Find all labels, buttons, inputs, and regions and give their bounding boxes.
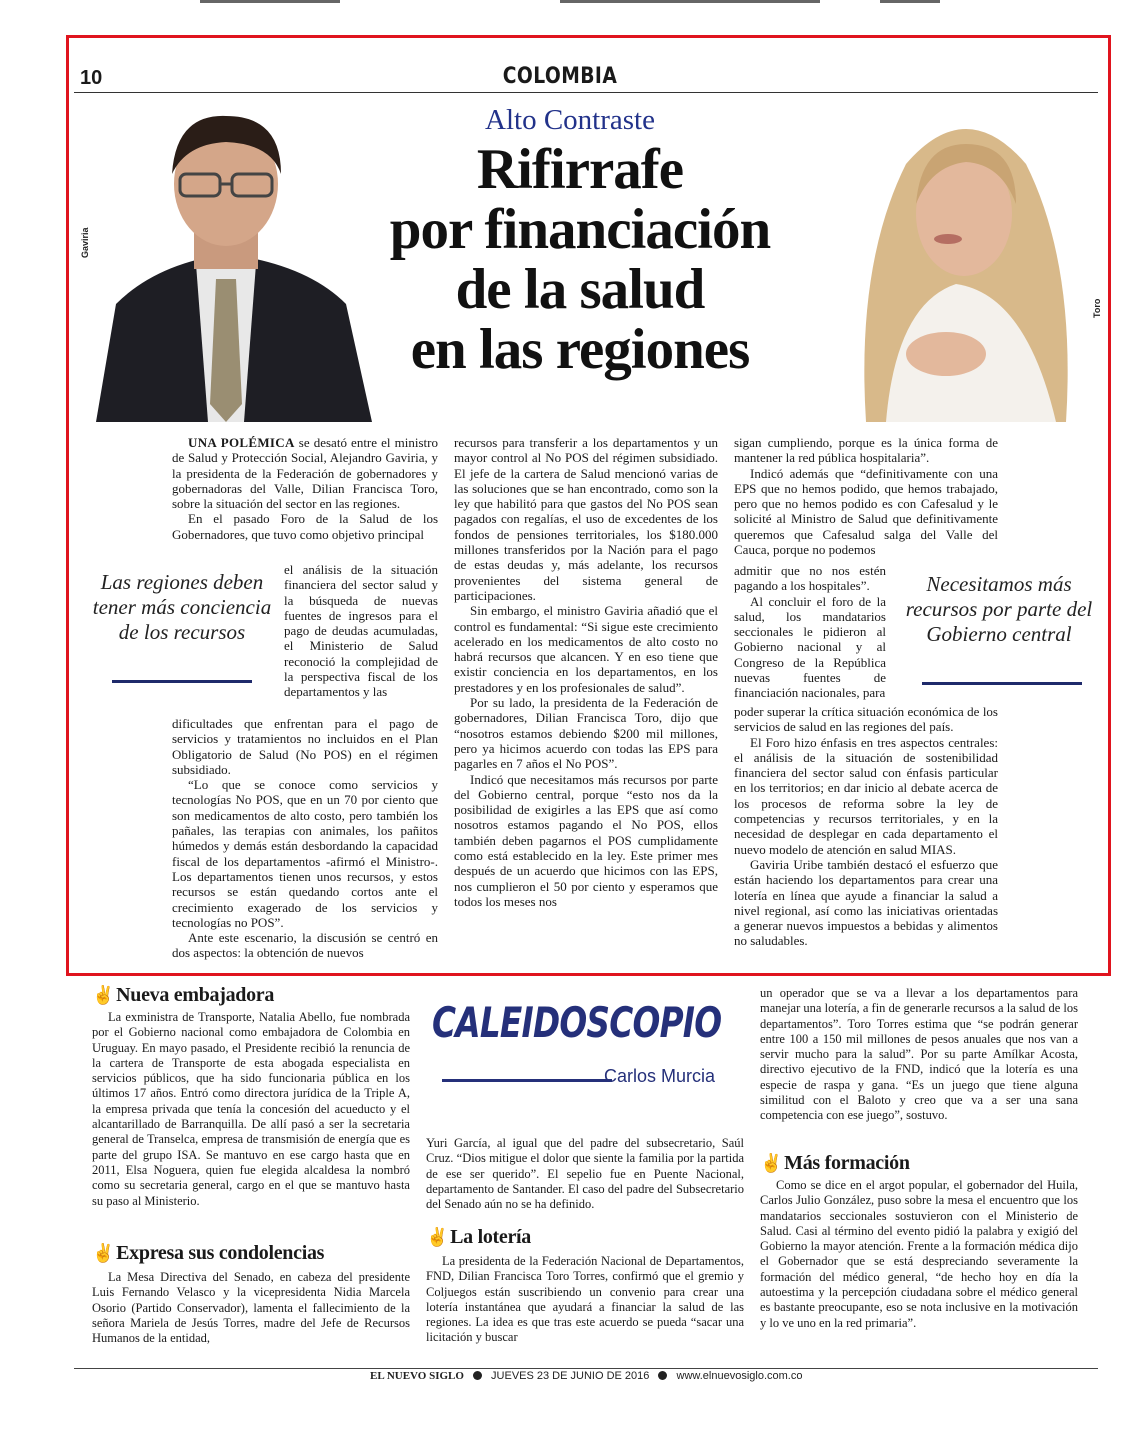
paragraph: Como se dice en el argot popular, el gobernador del Huila, Carlos Julio González, puso sobre la mesa el encuentro que los mandatarios seccionales sostuvieron con el Ministerio de Salud. Casi al término del evento pidió la palabra y exigió del Gobierno la mayor atención. Frente a la formación médica dijo el Gobernador que se está despreciando severamente la formación del médico general, “de hecho hoy en día la autoestima y la percepción ciudadana sobre el médico general es bastante preocupante, eso se nota inclusive en la motivación y lo ve uno en la red primaria”. [760, 1178, 1078, 1330]
headline-line: Rifirrafe [476, 138, 684, 201]
subhead-text: La lotería [450, 1226, 531, 1248]
paragraph: recursos para transferir a los departamentos y un mayor control al No POS del régimen subsidiado. El jefe de la cartera de Salud mencionó varias de las soluciones que se han encontrado, como son la ley que habilitó para que gastos del No POS sean pagados con regalías, el uso de excedentes de los fondos de pensiones territoriales, los $180.000 millones transferidos por la Nación para el pago de estas deudas y, más adelante, los recursos provenientes del sistema general de participaciones. [454, 435, 718, 603]
paragraph: Gaviria Uribe también destacó el esfuerzo que están haciendo los departamentos para crear una lotería en línea que ayude a financiar la salud a nivel regional, así como las iniciativas orientadas a generar nuevos impuestos a bebidas y alimentos no saludables. [734, 856, 998, 949]
pullquote-rule [112, 680, 252, 683]
page-footer [370, 1370, 870, 1382]
paragraph: En el pasado Foro de la Salud de los Gobernadores, que tuvo como objetivo principal [172, 511, 438, 542]
subhead-text: Nueva embajadora [116, 984, 275, 1006]
pointing-hand-icon: ✌ [426, 1227, 449, 1247]
lead-in: UNA POLÉMICA [188, 435, 295, 450]
paragraph: “Lo que se conoce como servicios y tecnologías No POS, que en un 70 por ciento que son medicamentos de alto costo, pero también los pañales, las terapias con animales, los pañitos húmedos y demás están desbordando la capacidad fiscal de los departamentos -afirmó el Ministro-. Los departamentos tienen unos recursos, y estos recursos se están quedando cortos ante el crecimiento exagerado de los servicios y tecnologías no POS”. [172, 777, 438, 930]
headline-line: de la salud [455, 258, 705, 321]
article-column-2 [454, 435, 718, 909]
pullquote-left: Las regiones deben tener más conciencia de los recursos [92, 570, 272, 644]
footer-url: www.elnuevosiglo.com.co [676, 1370, 803, 1382]
paragraph: Sin embargo, el ministro Gaviria añadió que el control es fundamental: “Si sigue este crecimiento acelerado en los medicamentos de alto costo no habrá recursos que alcancen. Y en eso tiene que existir conciencia en los departamentos, en los prestadores y en los profesionales de salud”. [454, 603, 718, 695]
article-column-1-wrap [284, 562, 438, 700]
subhead-text: Expresa sus condolencias [116, 1242, 325, 1264]
paragraph: Por su lado, la presidenta de la Federación de gobernadores, Dilian Francisca Toro, dijo que “nosotros estamos debiendo $200 mil millones, pero ya hicimos acuerdo con todas las EPS para pagarles en 7 años el No POS”. [454, 695, 718, 772]
paragraph-text: se desató entre el ministro de Salud y Protección Social, Alejandro Gaviria, y la presidenta de la Federación de gobernadores y gobernadoras del Valle, Dilian Francisca Toro, sobre la situación del sector en las regiones. [172, 435, 438, 512]
column-title: CALEIDOSCOPIO [432, 998, 722, 1047]
pullquote-rule [922, 682, 1082, 685]
paragraph: un operador que se va a llevar a los departamentos para manejar una lotería, a fin de generarle recursos a la salud de los departamentos”. Toro Torres estima que “se podrán generar entre 100 a 150 mil millones de pesos anuales que nos van a servir mucho para la salud”. Por su parte Amílkar Acosta, directivo ejecutivo de la FND, indicó que la lotería es una especie de raspa y gana. “Es un juego que tiene alguna similitud con el Baloto y creo que va a ser una sana competencia con ese juego”, sostuvo. [760, 986, 1078, 1123]
subhead-text: Más formación [784, 1152, 910, 1174]
paragraph: Indicó que necesitamos más recursos por parte del Gobierno central, porque “esto nos da la posibilidad de exigirles a las EPS que así como nosotros estamos pagando el No POS, ellos también deben pagarnos el POS cumplidamente como está establecido en la ley. Este primer mes después de un acuerdo que hicimos con las EPS, nos cumplieron el 50 por ciento y esperamos que todos los meses nos [454, 771, 718, 909]
photo-gaviria [76, 104, 372, 422]
paragraph: Yuri García, al igual que del padre del subsecretario, Saúl Cruz. “Dios mitigue el dolor que siente la familia por la partida de ese ser querido”. El sepelio fue en Puente Nacional, departamento de Santander. El caso del padre del Subsecretario del Senado aún no se ha definido. [426, 1136, 744, 1212]
paragraph: Indicó además que “definitivamente con una EPS que no hemos podido, que hemos trabajado, pero que no hemos podido es con Cafesalud y le solicité al Ministro de Salud que definitivamente queremos que Cafesalud salga del Valle del Cauca, porque no podemos [734, 465, 998, 558]
headline-line: en las regiones [410, 318, 750, 381]
article-column-3-cont [734, 704, 998, 949]
paragraph: Al concluir el foro de la salud, los mandatarios seccionales le pidieron al Gobierno nacional y al Congreso de la República nuevas fuentes de financiación nacionales, para [734, 593, 886, 701]
pointing-hand-icon: ✌ [760, 1153, 783, 1173]
newspaper-logo: EL NUEVO SIGLO [370, 1370, 464, 1382]
loteria-text [426, 1254, 744, 1346]
article-headline [345, 140, 815, 380]
embajadora-text [92, 1010, 410, 1209]
paragraph [172, 435, 438, 511]
page-number: 10 [80, 67, 103, 89]
bullet-icon [473, 1371, 482, 1380]
paragraph: El Foro hizo énfasis en tres aspectos centrales: el análisis de la situación de sostenibilidad financiera del sector salud con énfasis particular en los territorios; en dar inicio al debate acerca de los procesos de reforma sobre la ley de competencias y recursos territoriales, y en la necesidad de desplegar en cada departamento el nuevo modelo de atención en salud MIAS. [734, 734, 998, 857]
brand-rule [442, 1079, 612, 1082]
paragraph: poder superar la crítica situación económica de los servicios de salud en las regiones del país. [734, 704, 998, 735]
pointing-hand-icon: ✌ [92, 985, 115, 1005]
article-column-1 [172, 435, 438, 542]
paragraph: admitir que no nos estén pagando a los hospitales”. [734, 563, 886, 594]
pointing-hand-icon: ✌ [92, 1243, 115, 1263]
bullet-icon [658, 1371, 667, 1380]
paragraph: La presidenta de la Federación Nacional de Departamentos, FND, Dilian Francisca Toro Torres, confirmó que el gremio y Coljuegos están suscribiendo un convenio para crear una lotería instantánea que ayudará a financiar la salud de las regiones. La idea es que tras este acuerdo se pueda “sacar una licitación y buscar [426, 1254, 744, 1345]
paragraph: La Mesa Directiva del Senado, en cabeza del presidente Luis Fernando Velasco y la vicepresidenta Nidia Marcela Osorio (Partido Conservador), lamenta el fallecimiento de la señora Mariela de Jesús Torres, madre del Jefe de Recursos Humanos de la entidad, [92, 1270, 410, 1346]
footer-rule [74, 1368, 1098, 1369]
paragraph: dificultades que enfrentan para el pago de servicios y tratamientos no incluidos en el Plan Obligatorio de Salud (No POS) en el régimen subsidiado. [172, 716, 438, 777]
condolencias-cont [426, 1136, 744, 1212]
loteria-cont [760, 986, 1078, 1124]
photo-credit-left: Gaviria [80, 227, 90, 258]
subhead-condolencias [92, 1242, 324, 1265]
article-column-3-wrap [734, 563, 886, 701]
scan-artifact [880, 0, 940, 3]
section-name: COLOMBIA [502, 64, 618, 89]
scan-artifact [200, 0, 340, 3]
paragraph: sigan cumpliendo, porque es la única forma de mantener la red pública hospitalaria”. [734, 435, 998, 466]
scan-artifact [560, 0, 820, 3]
pullquote-right: Necesitamos más recursos por parte del Gobierno central [905, 572, 1093, 646]
paragraph: Ante este escenario, la discusión se centró en dos aspectos: la obtención de nuevos [172, 930, 438, 961]
paragraph: La exministra de Transporte, Natalia Abello, fue nombrada por el Gobierno nacional como embajadora de Colombia en Uruguay. En mayo pasado, el Presidente recibió la renuncia de la cartera de Transporte de esta abogada especialista en servicios públicos, que ha sido funcionaria pública en los últimos 17 años. Entró como directora jurídica de la Triple A, la empresa privada que tenía la concesión del acueducto y el alcantarillado de Barranquilla. De allí pasó a ser la secretaria general de Transelca, empresa de transmisión de energía que es parte del grupo ISA. Se mantuvo en ese cargo hasta que en 2011, Elsa Noguera, quien fue elegida alcaldesa la nombró como su secretaria general, cargo en el que se mantuvo hasta su paso al Ministerio. [92, 1010, 410, 1208]
paragraph: el análisis de la situación financiera del sector salud y la búsqueda de nuevas fuentes de ingresos para el pago de deudas acumuladas, el Ministerio de Salud reconoció la complejidad de la perspectiva fiscal de los departamentos y las [284, 562, 438, 700]
subhead-embajadora [92, 984, 274, 1007]
column-author: Carlos Murcia [604, 1066, 716, 1086]
formacion-text [760, 1178, 1078, 1331]
photo-credit-right: Toro [1092, 298, 1102, 318]
condolencias-text [92, 1270, 410, 1346]
subhead-formacion [760, 1152, 910, 1175]
photo-toro [826, 104, 1096, 422]
article-kicker: Alto Contraste [485, 104, 655, 136]
column-brand [424, 990, 749, 1105]
footer-date: JUEVES 23 DE JUNIO DE 2016 [491, 1370, 650, 1382]
article-column-1-cont [172, 716, 438, 961]
article-column-3 [734, 435, 998, 557]
headline-line: por financiación [389, 198, 771, 261]
subhead-loteria [426, 1226, 531, 1249]
